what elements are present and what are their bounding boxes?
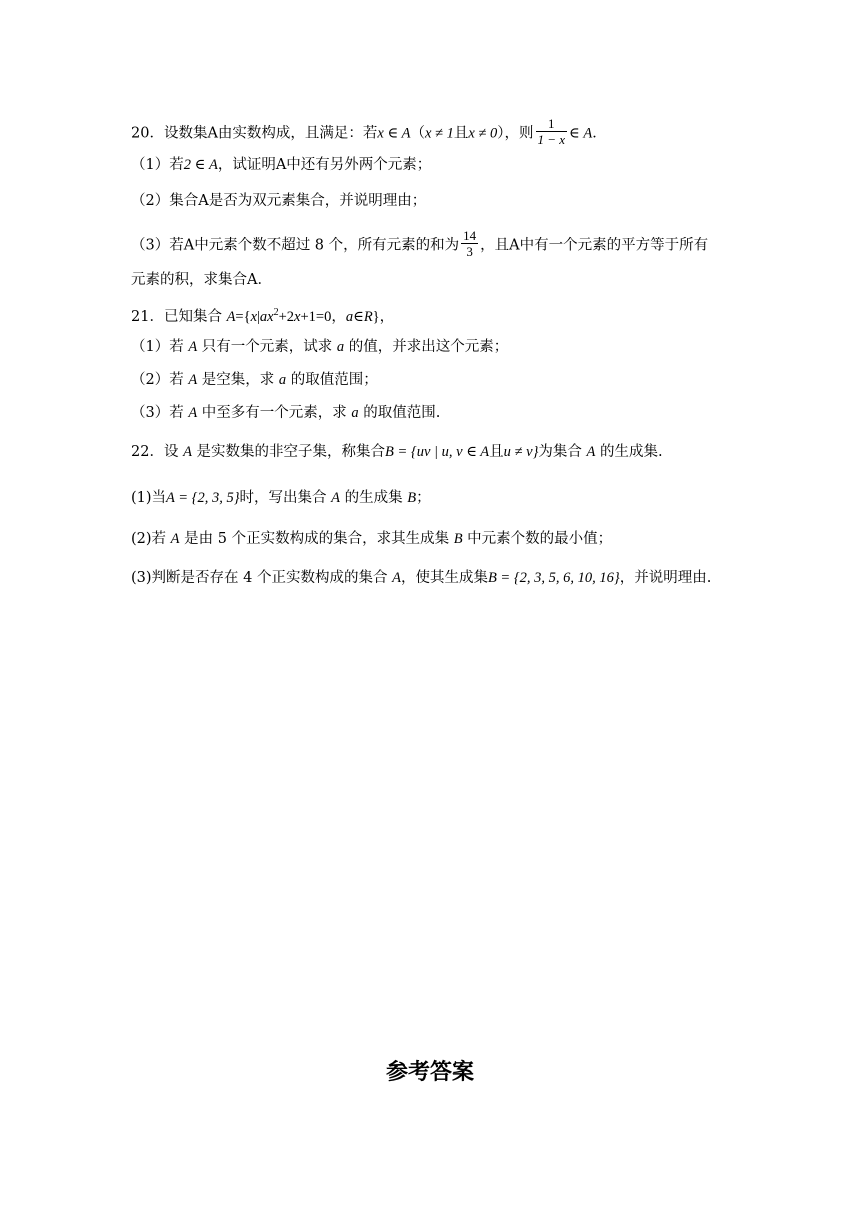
q22-stem-set-b-def: B = {uv | u, v ∈ A — [385, 444, 490, 460]
q22-part-1-var-a: A — [331, 490, 340, 506]
q21-part-3-var-a-set: A — [188, 405, 198, 421]
q20-math-x-ne-1: x ≠ 1 — [424, 125, 454, 142]
q22-part-1-var-b: B — [407, 490, 417, 506]
q22-stem-text-b: 为集合 — [538, 444, 587, 460]
q20-part-3-text-c: 元素的积，求集合A． — [131, 272, 272, 288]
q20-part-1-text: ，试证明A中还有另外两个元素； — [217, 157, 432, 173]
q22-part-2-var-b: B — [453, 531, 463, 547]
q22-part-2-text-a: 是由 5 个正实数构成的集合，求其生成集 — [179, 531, 454, 547]
q21-part-2-text-a: 是空集，求 — [197, 372, 279, 388]
q21-set-in: ∈ — [353, 308, 364, 325]
q20-part-1-prefix: （1）若 — [131, 157, 184, 173]
q22-part-2-text-b: 中元素个数的最小值； — [462, 531, 613, 547]
q21-set-plus-2: +2 — [278, 308, 295, 325]
q22-part-1 — [131, 488, 431, 508]
q21-part-2-var-a-set: A — [188, 372, 198, 388]
q22-part-3-text-a: (3)判断是否存在 4 个正实数构成的集合 — [131, 570, 393, 586]
q22-part-2-var-a: A — [170, 531, 180, 547]
q21-part-3-text-b: 的取值范围. — [358, 405, 441, 421]
q20-part-3-fraction — [461, 228, 478, 259]
q20-math-x-ne-0: x ≠ 0 — [468, 125, 498, 142]
q20-stem — [131, 118, 607, 149]
q22-stem-text-c: 的生成集. — [595, 444, 663, 460]
q22-part-3-var-a: A — [392, 570, 401, 586]
q21-set-name: A — [226, 308, 236, 325]
q22-part-3 — [131, 568, 711, 588]
q20-end-mark: ． — [592, 125, 607, 142]
q21-part-3-text-a: 中至多有一个元素，求 — [197, 405, 352, 421]
q22-part-2 — [131, 529, 612, 549]
q21-set-eq-brace: ={ — [235, 308, 251, 325]
q22-part-1-text-b: 的生成集 — [340, 490, 408, 506]
q20-part-1-math: 2 ∈ A — [183, 157, 218, 173]
q21-stem — [131, 303, 394, 327]
q20-fraction-denominator: 1 − x — [537, 132, 566, 147]
q22-part-3-text-b: ，使其生成集 — [400, 570, 488, 586]
q21-part-1-var-a: a — [336, 339, 345, 355]
q21-part-3-prefix: （3）若 — [131, 405, 189, 421]
q20-paren-close: ），则 — [497, 125, 534, 142]
q21-part-3-var-a: a — [351, 405, 359, 421]
q21-set-exponent: 2 — [273, 307, 279, 318]
q20-part-1 — [131, 155, 431, 175]
q22-stem-text-a: 是实数集的非空子集，称集合 — [191, 444, 386, 460]
q20-part-2-text: （2）集合A是否为双元素集合，并说明理由； — [131, 193, 427, 209]
q22-part-3-text-c: ，并说明理由. — [619, 570, 712, 586]
q20-part-3-text-b: ，且A中有一个元素的平方等于所有 — [480, 237, 709, 254]
q21-part-1 — [131, 337, 508, 357]
q21-part-2-prefix: （2）若 — [131, 372, 189, 388]
q21-set-ax: ax — [259, 308, 274, 325]
q21-set-var-x-2: x — [294, 308, 301, 325]
q22-stem-var-a-2: A — [586, 444, 596, 460]
q21-part-1-text-b: 的值，并求出这个元素； — [344, 339, 509, 355]
q20-part-3-text-a: （3）若A中元素个数不超过 8 个，所有元素的和为 — [131, 237, 460, 254]
q22-part-1-set-a: A = {2, 3, 5} — [166, 490, 240, 506]
q22-stem-set-b-cond: u ≠ v} — [503, 444, 539, 460]
q22-stem-prefix: 22．设 — [131, 444, 184, 460]
q20-part-3-continued — [131, 270, 272, 290]
q21-set-var-x: x — [250, 308, 257, 325]
q20-part-3-fraction-numerator: 14 — [463, 228, 477, 243]
q21-part-1-prefix: （1）若 — [131, 339, 189, 355]
q22-stem — [131, 442, 663, 462]
q22-part-2-prefix: (2)若 — [131, 531, 171, 547]
q20-part-3 — [131, 230, 708, 261]
q20-part-2 — [131, 191, 426, 211]
q21-part-1-var-a-set: A — [188, 339, 198, 355]
q20-and-text: 且 — [453, 125, 469, 142]
q20-part-3-fraction-denominator: 3 — [466, 244, 473, 259]
q20-math-in-a: ∈ A — [569, 125, 593, 142]
q22-part-1-text-a: 时，写出集合 — [239, 490, 332, 506]
q21-set-bar: | — [257, 308, 260, 325]
q21-stem-text: 21．已知集合 — [131, 308, 227, 325]
q21-part-3 — [131, 403, 440, 423]
q20-fraction — [536, 116, 568, 147]
answer-section-title: 参考答案 — [385, 1060, 474, 1085]
q21-part-2 — [131, 370, 378, 390]
q21-set-plus-1: +1=0， — [300, 308, 346, 325]
q20-fraction-numerator: 1 — [536, 116, 568, 132]
q21-part-2-text-b: 的取值范围； — [286, 372, 378, 388]
q20-math-x-in-a: x ∈ A — [377, 125, 411, 142]
q20-paren-open: （ — [410, 125, 425, 142]
q21-set-close: }， — [372, 308, 395, 325]
q21-set-reals: R — [363, 308, 373, 325]
q22-stem-and: 且 — [489, 444, 504, 460]
q22-part-1-end: ； — [416, 490, 431, 506]
q22-part-1-prefix: (1)当 — [131, 490, 167, 506]
q21-part-1-text-a: 只有一个元素，试求 — [197, 339, 337, 355]
q22-stem-var-a: A — [183, 444, 192, 460]
q20-stem-text: 20．设数集A由实数构成，且满足：若 — [131, 125, 378, 142]
q22-part-3-set-b: B = {2, 3, 5, 6, 10, 16} — [487, 570, 620, 586]
q21-part-2-var-a: a — [278, 372, 287, 388]
q21-set-var-a: a — [345, 308, 354, 325]
